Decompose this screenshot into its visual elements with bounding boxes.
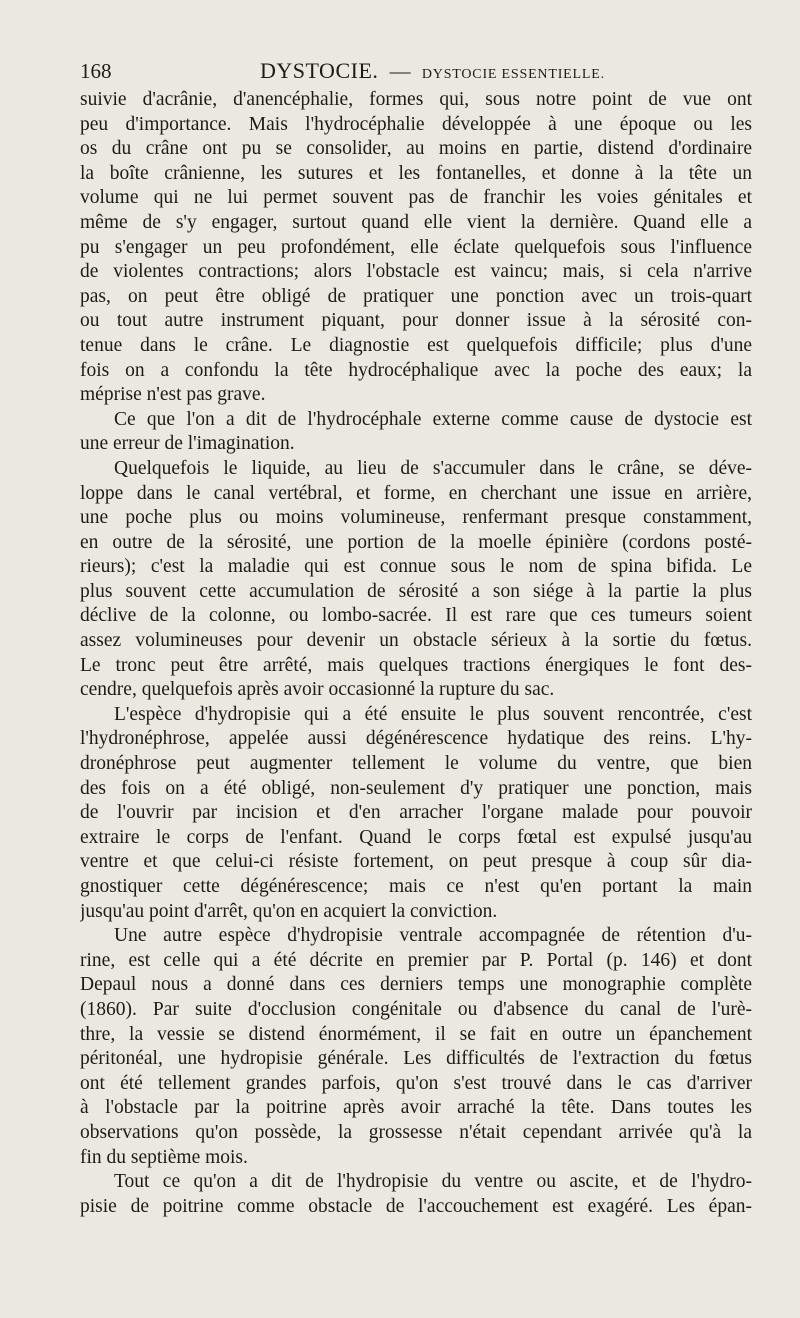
text-line: peu d'importance. Mais l'hydrocéphalie développée à une époque ou les: [80, 113, 752, 135]
text-line: déclive de la colonne, ou lombo-sacrée. Il est rare que ces tumeurs soient: [80, 605, 752, 627]
text-line: assez volumineuses pour devenir un obstacle sérieux à la sortie du fœtus.: [80, 630, 752, 652]
text-line: en outre de la sérosité, une portion de la moelle épinière (cordons posté-: [80, 531, 752, 553]
paragraph: [80, 88, 752, 408]
text-line: dronéphrose peut augmenter tellement le volume du ventre, que bien: [80, 753, 752, 775]
text-line: pas, on peut être obligé de pratiquer une ponction avec un trois-quart: [80, 285, 752, 307]
text-line: Ce que l'on a dit de l'hydrocéphale externe comme cause de dystocie est: [114, 408, 752, 430]
text-line: ont été tellement grandes parfois, qu'on s'est trouvé dans le cas d'arriver: [80, 1072, 752, 1094]
text-line: ventre et que celui-ci résiste fortement, on peut presque à coup sûr dia-: [80, 851, 752, 873]
text-line: L'espèce d'hydropisie qui a été ensuite le plus souvent rencontrée, c'est: [114, 703, 752, 725]
text-line: pu s'engager un peu profondément, elle éclate quelquefois sous l'influence: [80, 236, 752, 258]
text-line: à l'obstacle par la poitrine après avoir arraché la tête. Dans toutes les: [80, 1097, 752, 1119]
text-line: une poche plus ou moins volumineuse, renfermant presque constamment,: [80, 507, 752, 529]
text-line: plus souvent cette accumulation de sérosité a son siége à la partie la plus: [80, 580, 752, 602]
body-text: [80, 88, 752, 1219]
paragraph: [80, 1170, 752, 1219]
running-head-subtitle: DYSTOCIE ESSENTIELLE.: [421, 67, 605, 82]
text-line: l'hydronéphrose, appelée aussi dégénérescence hydatique des reins. L'hy-: [80, 728, 752, 750]
running-head: [260, 56, 605, 90]
paragraph: [80, 408, 752, 457]
text-line: cendre, quelquefois après avoir occasionné la rupture du sac.: [80, 679, 555, 701]
text-line: extraire le corps de l'enfant. Quand le corps fœtal est expulsé jusqu'au: [80, 826, 752, 848]
text-line: volume qui ne lui permet souvent pas de franchir les voies génitales et: [80, 187, 752, 209]
text-line: Une autre espèce d'hydropisie ventrale accompagnée de rétention d'u-: [114, 925, 752, 947]
text-line: la boîte crânienne, les sutures et les fontanelles, et donne à la tête un: [80, 162, 752, 184]
text-line: Tout ce qu'on a dit de l'hydropisie du ventre ou ascite, et de l'hydro-: [114, 1171, 752, 1193]
text-line: rine, est celle qui a été décrite en premier par P. Portal (p. 146) et dont: [80, 949, 752, 971]
text-line: (1860). Par suite d'occlusion congénitale ou d'absence du canal de l'urè-: [80, 998, 752, 1020]
text-line: thre, la vessie se distend énormément, il se fait en outre un épanchement: [80, 1023, 752, 1045]
text-line: os du crâne ont pu se consolider, au moins en partie, distend d'ordinaire: [80, 138, 752, 160]
text-line: loppe dans le canal vertébral, et forme, en cherchant une issue en arrière,: [80, 482, 752, 504]
text-line: ou tout autre instrument piquant, pour donner issue à la sérosité con-: [80, 310, 752, 332]
text-line: suivie d'acrânie, d'anencéphalie, formes qui, sous notre point de vue ont: [80, 89, 752, 110]
running-head-separator: —: [389, 59, 411, 83]
page-header: [80, 56, 750, 86]
paragraph: [80, 924, 752, 1170]
text-line: gnostiquer cette dégénérescence; mais ce n'est qu'en portant la main: [80, 876, 752, 897]
text-line: observations qu'on possède, la grossesse n'était cependant arrivée qu'à la: [80, 1121, 752, 1143]
text-line: même de s'y engager, surtout quand elle vient la dernière. Quand elle a: [80, 211, 752, 233]
text-line: de l'ouvrir par incision et d'en arracher l'organe malade pour pouvoir: [80, 802, 752, 824]
text-line: jusqu'au point d'arrêt, qu'on en acquiert la conviction.: [80, 900, 498, 922]
text-line: des fois on a été obligé, non-seulement d'y pratiquer une ponction, mais: [80, 777, 752, 799]
text-line: tenue dans le crâne. Le diagnostie est quelquefois difficile; plus d'une: [80, 334, 752, 356]
text-line: de violentes contractions; alors l'obstacle est vaincu; mais, si cela n'arrive: [80, 261, 752, 283]
page-number: 168: [80, 59, 112, 83]
text-line: méprise n'est pas grave.: [80, 384, 266, 406]
text-line: rieurs); c'est la maladie qui est connue sous le nom de spina bifida. Le: [80, 556, 752, 578]
paragraph: [80, 703, 752, 924]
text-line: péritonéal, une hydropisie générale. Les difficultés de l'extraction du fœtus: [80, 1048, 752, 1070]
text-line: fin du septième mois.: [80, 1146, 248, 1168]
text-line: Le tronc peut être arrêté, mais quelques tractions énergiques le font des-: [80, 654, 752, 676]
paragraph: [80, 457, 752, 703]
text-line: une erreur de l'imagination.: [80, 433, 295, 455]
text-line: fois on a confondu la tête hydrocéphalique avec la poche des eaux; la: [80, 359, 752, 381]
text-line: Quelquefois le liquide, au lieu de s'accumuler dans le crâne, se déve-: [114, 457, 752, 479]
running-head-title: DYSTOCIE.: [260, 58, 379, 83]
text-line: pisie de poitrine comme obstacle de l'accouchement est exagéré. Les épan-: [80, 1195, 752, 1217]
text-line: Depaul nous a donné dans ces derniers temps une monographie complète: [80, 974, 752, 996]
